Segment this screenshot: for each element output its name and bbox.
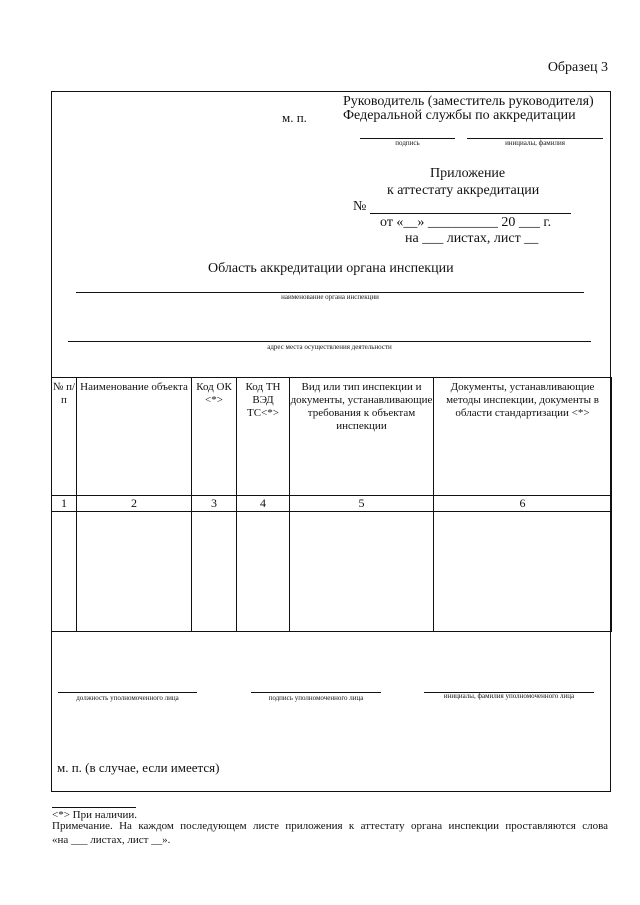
org-name-caption: наименование органа инспекции [281,293,379,301]
sample-label: Образец 3 [547,60,608,75]
head-title-line-1: Руководитель (заместитель руководителя) [343,94,594,109]
table-cell [434,512,612,632]
authorized-signature-line [251,692,381,693]
header-cell-ok-code: Код ОК <*> [192,378,237,496]
appendix-subtitle: к аттестату аккредитации [387,183,540,198]
table-empty-row [52,512,612,632]
authorized-signature-caption: подпись уполномоченного лица [268,694,364,702]
stamp-place-label: м. п. [282,110,307,125]
footnote-note-line-2: «на ___ листах, лист __». [52,834,171,846]
table-cell [290,512,434,632]
table-cell [192,512,237,632]
address-caption: адрес места осуществления деятельности [267,343,392,351]
footnote-note-line-1: Примечание. На каждом последующем листе приложения к аттестату органа инспекции проставляются слова [52,820,608,832]
column-number: 6 [434,496,612,512]
scope-title: Область аккредитации органа инспекции [208,261,454,276]
head-title-line-2: Федеральной службы по аккредитации [343,108,576,123]
header-cell-methods-docs: Документы, устанавливающие методы инспекции, документы в области стандартизации <*> [434,378,612,496]
header-cell-inspection-type: Вид или тип инспекции и документы, устанавливающие требования к объектам инспекции [290,378,434,496]
table-header-row [52,378,612,496]
appendix-date-line: от «__» __________ 20 ___ г. [380,215,552,230]
initials-caption: инициалы, фамилия [505,139,565,147]
position-line [58,692,197,693]
footnote-asterisk: <*> При наличии. [52,809,138,821]
column-number: 3 [192,496,237,512]
table-number-row [52,496,612,512]
signature-caption: подпись [395,139,420,147]
footnote-divider [52,807,136,808]
table-cell [237,512,290,632]
table-cell [77,512,192,632]
header-cell-object: Наименование объекта [77,378,192,496]
column-number: 2 [77,496,192,512]
appendix-sheets-line: на ___ листах, лист __ [405,231,539,246]
column-number: 5 [290,496,434,512]
column-number: 1 [52,496,77,512]
stamp-note: м. п. (в случае, если имеется) [57,760,220,775]
address-line [68,341,591,342]
header-cell-tnved-code: Код ТН ВЭД ТС<*> [237,378,290,496]
authorized-name-caption: инициалы, фамилия уполномоченного лица [443,692,575,700]
scope-table [51,377,612,632]
column-number: 4 [237,496,290,512]
appendix-title: Приложение [430,166,506,181]
appendix-number-label: № [353,199,367,214]
header-cell-number: № п/ п [52,378,77,496]
table-cell [52,512,77,632]
appendix-number-line [370,213,571,214]
position-caption: должность уполномоченного лица [76,694,179,702]
